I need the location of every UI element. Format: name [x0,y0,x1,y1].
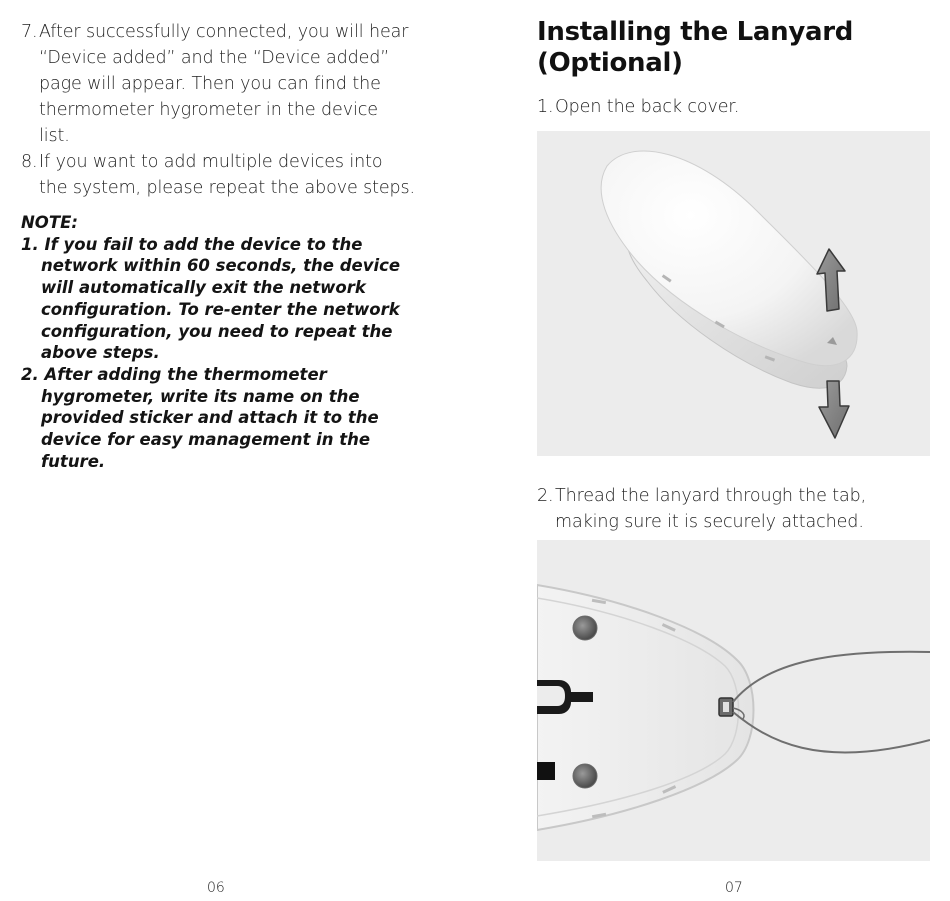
section-title [537,17,853,79]
label-marker [537,762,555,780]
arrow-down-icon [819,381,849,438]
step-number: 7. [21,22,38,42]
title-line: (Optional) [537,48,683,78]
lanyard-illustration [537,540,930,861]
device-open-cover-illustration [537,131,930,456]
title-line: Installing the Lanyard [537,17,854,47]
note-item-line: network within 60 seconds, the device [41,256,401,276]
step-text-line: Open the back cover. [555,97,740,117]
screw-bottom-icon [573,764,597,788]
note-item-line: configuration. To re-enter the network [41,299,400,319]
step-number: 2. [537,486,554,506]
step-7 [21,19,408,149]
page-number: 07 [725,880,743,896]
step-number: 1. [537,97,554,117]
install-step-1 [537,94,739,120]
step-8 [21,149,415,201]
step-text-line: making sure it is securely attached. [555,512,864,532]
note-item-line: hygrometer, write its name on the [41,386,360,406]
step-text-line: page will appear. Then you can find the [39,74,381,94]
note-heading: NOTE: [21,213,78,232]
step-text-line: the system, please repeat the above steps. [39,178,416,198]
step-text-line: After successfully connected, you will hear [39,22,409,42]
right-page [475,0,950,901]
step-text-line: “Device added” and the “Device added” [39,48,390,68]
figure-thread-lanyard [537,540,930,861]
install-step-2 [537,483,866,535]
step-text-line: Thread the lanyard through the tab, [555,486,867,506]
note-item-line: 1. If you fail to add the device to the [21,234,363,254]
step-text-line: list. [39,126,70,146]
note-block [21,212,441,472]
note-item-line: will automatically exit the network [41,278,366,298]
note-item-line: 2. After adding the thermometer [21,364,327,384]
note-item-line: configuration, you need to repeat the [41,321,393,341]
step-number: 8. [21,152,38,172]
note-item-line: future. [41,451,106,471]
lanyard-cord [733,652,930,702]
note-item-line: provided sticker and attach it to the [41,408,379,428]
step-text-line: If you want to add multiple devices into [39,152,383,172]
page-number: 06 [207,880,225,896]
step-text-line: thermometer hygrometer in the device [39,100,378,120]
note-item-line: above steps. [41,343,160,363]
screw-top-icon [573,616,597,640]
figure-open-back-cover [537,131,930,456]
note-item-line: device for easy management in the [41,430,371,450]
